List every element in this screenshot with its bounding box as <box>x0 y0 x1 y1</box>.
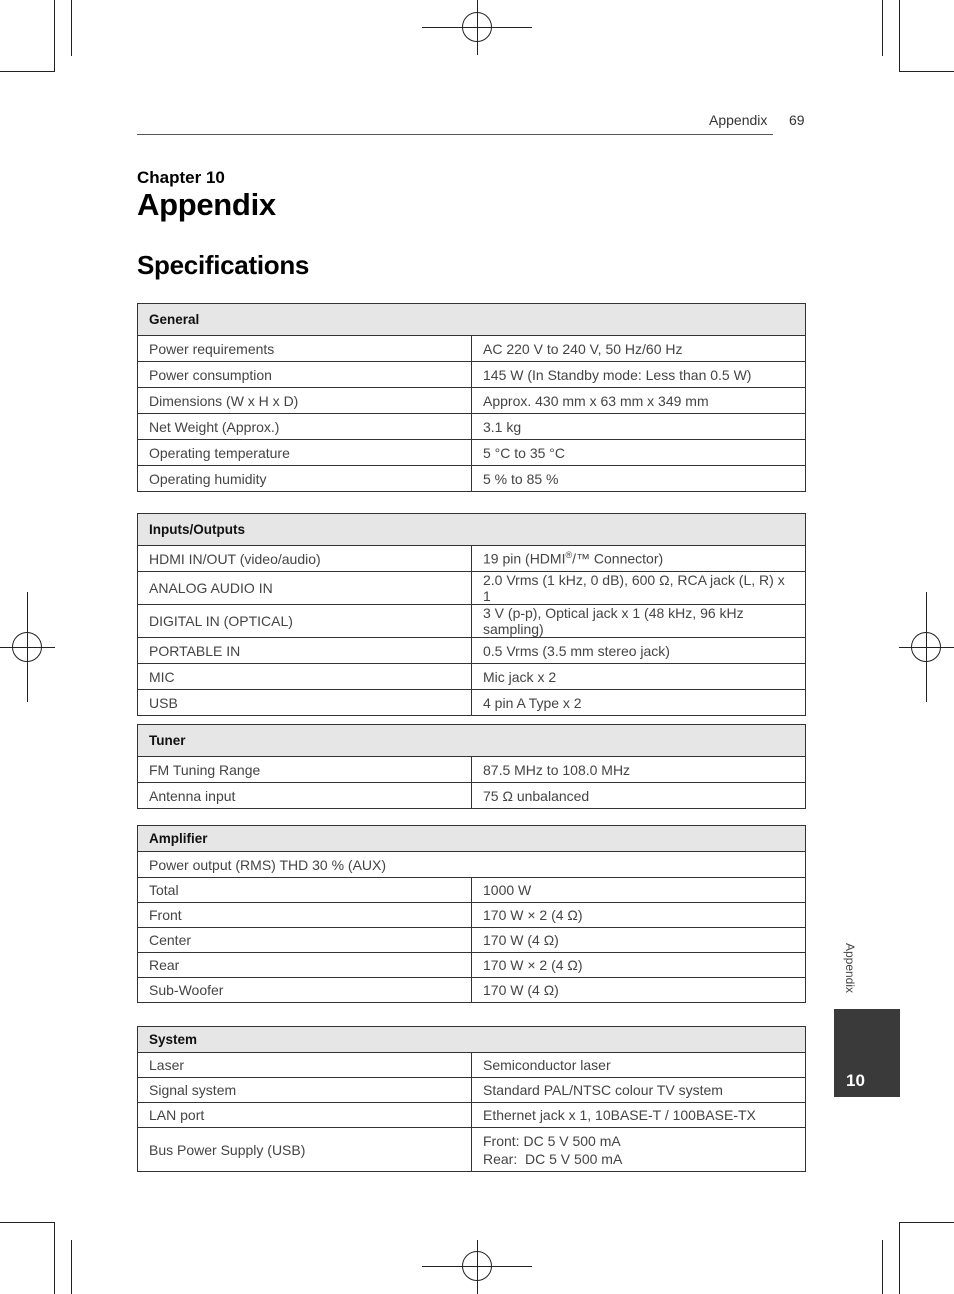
table-row <box>138 572 806 605</box>
spec-label: Operating humidity <box>138 466 472 492</box>
table-row <box>138 953 806 978</box>
table-row <box>138 546 806 572</box>
hdmi-value-suffix: /™ Connector) <box>572 550 664 567</box>
table-row <box>138 903 806 928</box>
table-row <box>138 388 806 414</box>
tuner-spec-table <box>137 724 806 809</box>
spec-label: USB <box>138 690 472 716</box>
spec-value: Semiconductor laser <box>472 1053 806 1078</box>
table-row <box>138 638 806 664</box>
usb-rear-value: Rear: DC 5 V 500 mA <box>483 1150 623 1167</box>
hdmi-value-prefix: 19 pin (HDMI <box>483 550 566 567</box>
spec-label: Rear <box>138 953 472 978</box>
table-row <box>138 664 806 690</box>
spec-value: 1000 W <box>472 878 806 903</box>
table-heading: System <box>138 1027 806 1053</box>
spec-value: 4 pin A Type x 2 <box>472 690 806 716</box>
spec-note: Power output (RMS) THD 30 % (AUX) <box>138 852 806 878</box>
table-heading: Amplifier <box>138 826 806 852</box>
spec-label: Laser <box>138 1053 472 1078</box>
spec-value: Ethernet jack x 1, 10BASE-T / 100BASE-TX <box>472 1103 806 1128</box>
io-spec-table <box>137 513 806 716</box>
spec-label: Power requirements <box>138 336 472 362</box>
table-heading: General <box>138 304 806 336</box>
registered-mark: ® <box>565 550 573 561</box>
usb-front-value: Front: DC 5 V 500 mA <box>483 1132 621 1149</box>
spec-value: 170 W × 2 (4 Ω) <box>472 903 806 928</box>
spec-value: Standard PAL/NTSC colour TV system <box>472 1078 806 1103</box>
spec-value: 2.0 Vrms (1 kHz, 0 dB), 600 Ω, RCA jack (L, R) x 1 <box>472 572 806 605</box>
spec-value: 87.5 MHz to 108.0 MHz <box>472 757 806 783</box>
side-tab-label: Appendix <box>843 942 857 994</box>
spec-label: Power consumption <box>138 362 472 388</box>
table-row <box>138 362 806 388</box>
spec-value: 3.1 kg <box>472 414 806 440</box>
table-row <box>138 336 806 362</box>
chapter-tab <box>834 1009 900 1097</box>
table-heading: Tuner <box>138 725 806 757</box>
spec-value: 145 W (In Standby mode: Less than 0.5 W) <box>472 362 806 388</box>
running-header-section: Appendix <box>709 112 768 128</box>
table-row <box>138 878 806 903</box>
spec-value: 0.5 Vrms (3.5 mm stereo jack) <box>472 638 806 664</box>
spec-value: 170 W × 2 (4 Ω) <box>472 953 806 978</box>
spec-value: 75 Ω unbalanced <box>472 783 806 809</box>
spec-label: HDMI IN/OUT (video/audio) <box>138 546 472 572</box>
table-row <box>138 466 806 492</box>
chapter-label: Chapter 10 <box>137 168 225 187</box>
table-row <box>138 1128 806 1172</box>
table-row <box>138 757 806 783</box>
table-row <box>138 1078 806 1103</box>
spec-label: Operating temperature <box>138 440 472 466</box>
table-row <box>138 852 806 878</box>
spec-label: Total <box>138 878 472 903</box>
spec-label: ANALOG AUDIO IN <box>138 572 472 605</box>
spec-label: PORTABLE IN <box>138 638 472 664</box>
spec-label: FM Tuning Range <box>138 757 472 783</box>
spec-label: Sub-Woofer <box>138 978 472 1003</box>
table-row <box>138 690 806 716</box>
table-row <box>138 414 806 440</box>
table-row <box>138 978 806 1003</box>
table-row <box>138 1103 806 1128</box>
chapter-tab-number: 10 <box>846 1071 865 1090</box>
table-row <box>138 1053 806 1078</box>
spec-label: Front <box>138 903 472 928</box>
spec-label: Net Weight (Approx.) <box>138 414 472 440</box>
section-title: Specifications <box>137 250 310 280</box>
spec-value: 5 °C to 35 °C <box>472 440 806 466</box>
system-spec-table <box>137 1026 806 1172</box>
spec-value: AC 220 V to 240 V, 50 Hz/60 Hz <box>472 336 806 362</box>
page-title: Appendix <box>137 187 276 222</box>
table-row <box>138 783 806 809</box>
spec-value: 3 V (p-p), Optical jack x 1 (48 kHz, 96 kHz sampling) <box>472 605 806 638</box>
spec-label: LAN port <box>138 1103 472 1128</box>
spec-label: Center <box>138 928 472 953</box>
spec-label: Bus Power Supply (USB) <box>138 1128 472 1172</box>
spec-label: Antenna input <box>138 783 472 809</box>
spec-label: Signal system <box>138 1078 472 1103</box>
spec-value: 170 W (4 Ω) <box>472 978 806 1003</box>
amplifier-spec-table <box>137 825 806 1003</box>
general-spec-table <box>137 303 806 492</box>
table-row <box>138 605 806 638</box>
spec-value <box>472 1128 806 1172</box>
table-row <box>138 440 806 466</box>
spec-label: MIC <box>138 664 472 690</box>
table-row <box>138 928 806 953</box>
spec-label: DIGITAL IN (OPTICAL) <box>138 605 472 638</box>
page-number: 69 <box>789 112 805 128</box>
spec-label: Dimensions (W x H x D) <box>138 388 472 414</box>
spec-value <box>472 546 806 572</box>
spec-value: Approx. 430 mm x 63 mm x 349 mm <box>472 388 806 414</box>
table-heading: Inputs/Outputs <box>138 514 806 546</box>
header-rule <box>137 134 773 135</box>
spec-value: 170 W (4 Ω) <box>472 928 806 953</box>
spec-value: 5 % to 85 % <box>472 466 806 492</box>
spec-value: Mic jack x 2 <box>472 664 806 690</box>
